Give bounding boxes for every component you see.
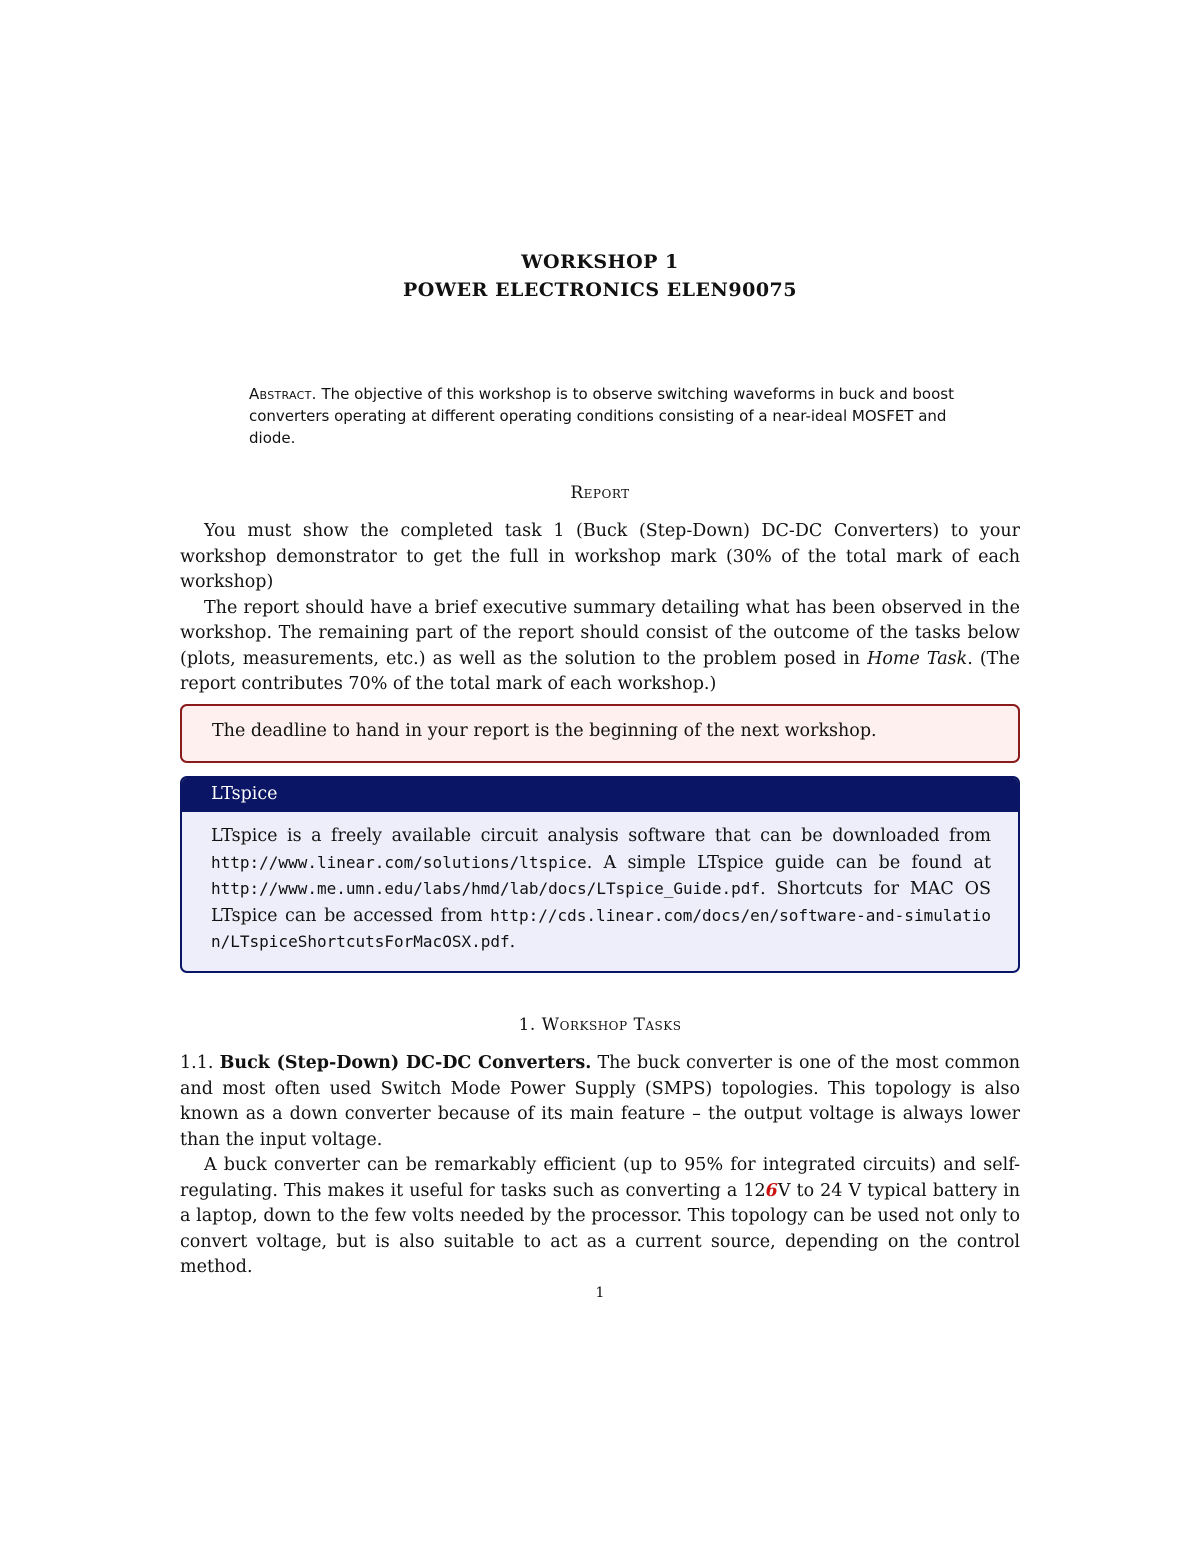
ltspice-box-header: [182, 778, 1018, 812]
document-title-line2: POWER ELECTRONICS ELEN90075: [403, 279, 797, 301]
tasks-paragraph-1: [180, 1051, 1020, 1153]
report-paragraph-2: [180, 596, 1020, 698]
abstract-label: Abstract.: [249, 385, 317, 403]
report-paragraph-1: You must show the completed task 1 (Buck (Step-Down) DC-DC Converters) to your workshop demonstrator to get the full in workshop mark (30% of the total mark of each workshop): [180, 521, 1020, 592]
ltspice-box-title: LTspice: [211, 784, 278, 804]
ltspice-shortcuts-link[interactable]: http://cds.linear.com/docs/en/software-and-simulation/LTspiceShortcutsForMacOSX.pdf: [211, 905, 991, 951]
handwritten-correction: 6: [765, 1180, 778, 1201]
home-task-emphasis: Home Task: [867, 648, 968, 669]
deadline-text: The deadline to hand in your report is the beginning of the next workshop.: [212, 721, 877, 741]
report-heading: Report: [570, 483, 630, 503]
subsection-title: Buck (Step-Down) DC-DC Converters.: [219, 1053, 592, 1073]
ltspice-box-body: [211, 824, 991, 956]
document-title-line1: WORKSHOP 1: [521, 251, 679, 273]
tasks-paragraph-2-text: A buck converter can be remarkably efficient (up to 95% for integrated circuits) and self- regulating. This makes it useful for tasks such as converting a 12: [180, 1155, 1020, 1201]
workshop-tasks-heading: 1. Workshop Tasks: [518, 1015, 682, 1035]
page-number: 1: [595, 1285, 605, 1301]
ltspice-text-3: . Shortcuts for MAC OS LTspice can be accessed from: [211, 879, 991, 926]
ltspice-download-link[interactable]: http://www.linear.com/solutions/ltspice: [211, 852, 587, 872]
ltspice-text-1: LTspice is a freely available circuit analysis software that can be downloaded from: [211, 826, 991, 846]
tasks-paragraph-1-text: The buck converter is one of the most common and most often used Switch Mode Power Supply (SMPS) topologies. This topology is also known as a down converter because of its main feature – the output voltage is always lower than the input voltage.: [180, 1053, 1020, 1150]
subsection-number: 1.1.: [180, 1053, 214, 1073]
report-section: [180, 519, 1020, 698]
ltspice-guide-link[interactable]: http://www.me.umn.edu/labs/hmd/lab/docs/LTspice_Guide.pdf: [211, 879, 761, 898]
report-paragraph-2-text: The report should have a brief executive summary detailing what has been observed in the workshop. The remaining part of the report should consist of the outcome of the tasks below (plots, measurements, etc.) as well as the solution to the problem posed in: [180, 597, 1020, 669]
tasks-paragraph-2: [180, 1153, 1020, 1281]
ltspice-text-2: . A simple LTspice guide can be found at: [586, 852, 991, 873]
workshop-tasks-section: [180, 1051, 1020, 1281]
deadline-notice-box: [180, 704, 1020, 763]
abstract-text: The objective of this workshop is to observe switching waveforms in buck and boost converters operating at different operating conditions consisting of a near-ideal MOSFET and diode.: [249, 385, 954, 447]
report-paragraph-2-end: . (The report contributes 70% of the total mark of each workshop.): [180, 648, 1020, 694]
abstract: [249, 383, 954, 449]
ltspice-box: [180, 776, 1020, 973]
tasks-paragraph-2-end: V to 24 V typical battery in a laptop, down to the few volts needed by the processor. This topology can be used not only to convert voltage, but is also suitable to act as a current source, depending on the control method.: [180, 1180, 1020, 1277]
ltspice-text-4: .: [509, 932, 516, 952]
